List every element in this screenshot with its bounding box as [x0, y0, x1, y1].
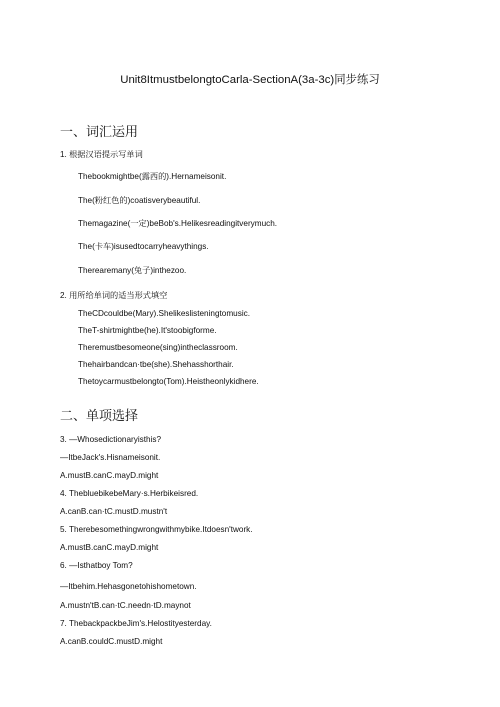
document-title: Unit8ItmustbelongtoCarla-SectionA(3a-3c)同步练习 [120, 74, 380, 86]
mc-options-line: A.mustn'tB.can·tC.needn·tD.maynot [60, 601, 191, 610]
mc-options-line: A.canB.can·tC.mustD.mustn't [60, 507, 168, 516]
question-2-item: TheCDcouldbe(Mary).Shelikeslisteningtomusic. [78, 309, 251, 318]
mc-question-line: 7. ThebackpackbeJim's.Helostityesterday. [60, 619, 212, 628]
mc-question-line: —ItbeJack's.Hisnameisonit. [60, 453, 161, 462]
question-1-item: The(粉红色的)coatisverybeautiful. [78, 196, 201, 205]
question-1-item: Themagazine(一定)beBob's.Helikesreadingitverymuch. [78, 219, 278, 228]
mc-question-line: 5. Therebesomethingwrongwithmybike.Itdoesn'twork. [60, 525, 253, 534]
question-2-title: 2. 用所给单词的适当形式填空 [60, 291, 168, 300]
question-2-item: Theremustbesomeone(sing)intheclassroom. [78, 343, 238, 352]
question-1-item: Thebookmightbe(露西的).Hernameisonit. [78, 172, 227, 181]
mc-question-line: 4. ThebluebikebeMary·s.Herbikeisred. [60, 489, 199, 498]
section-1-heading: 一、词汇运用 [60, 124, 139, 139]
question-2-item: Thehairbandcan·tbe(she).Shehasshorthair. [78, 360, 234, 369]
question-1-item: Therearemany(兔子)inthezoo. [78, 266, 187, 275]
mc-question-line: —Itbehim.Hehasgonetohishometown. [60, 582, 197, 591]
question-1-title: 1. 根据汉语提示写单词 [60, 150, 143, 159]
mc-question-line: 3. —Whosedictionaryisthis? [60, 435, 162, 444]
mc-options-line: A.mustB.canC.mayD.might [60, 471, 159, 480]
mc-options-line: A.mustB.canC.mayD.might [60, 543, 159, 552]
question-2-item: TheT-shirtmightbe(he).It'stoobigforme. [78, 326, 217, 335]
question-2-item: Thetoycarmustbelongto(Tom).Heistheonlykidhere. [78, 377, 259, 386]
mc-options-line: A.canB.couldC.mustD.might [60, 637, 163, 646]
mc-question-line: 6. —Isthatboy Tom? [60, 561, 133, 570]
section-2-heading: 二、单项选择 [60, 408, 139, 423]
question-1-item: The(卡车)isusedtocarryheavythings. [78, 242, 209, 251]
